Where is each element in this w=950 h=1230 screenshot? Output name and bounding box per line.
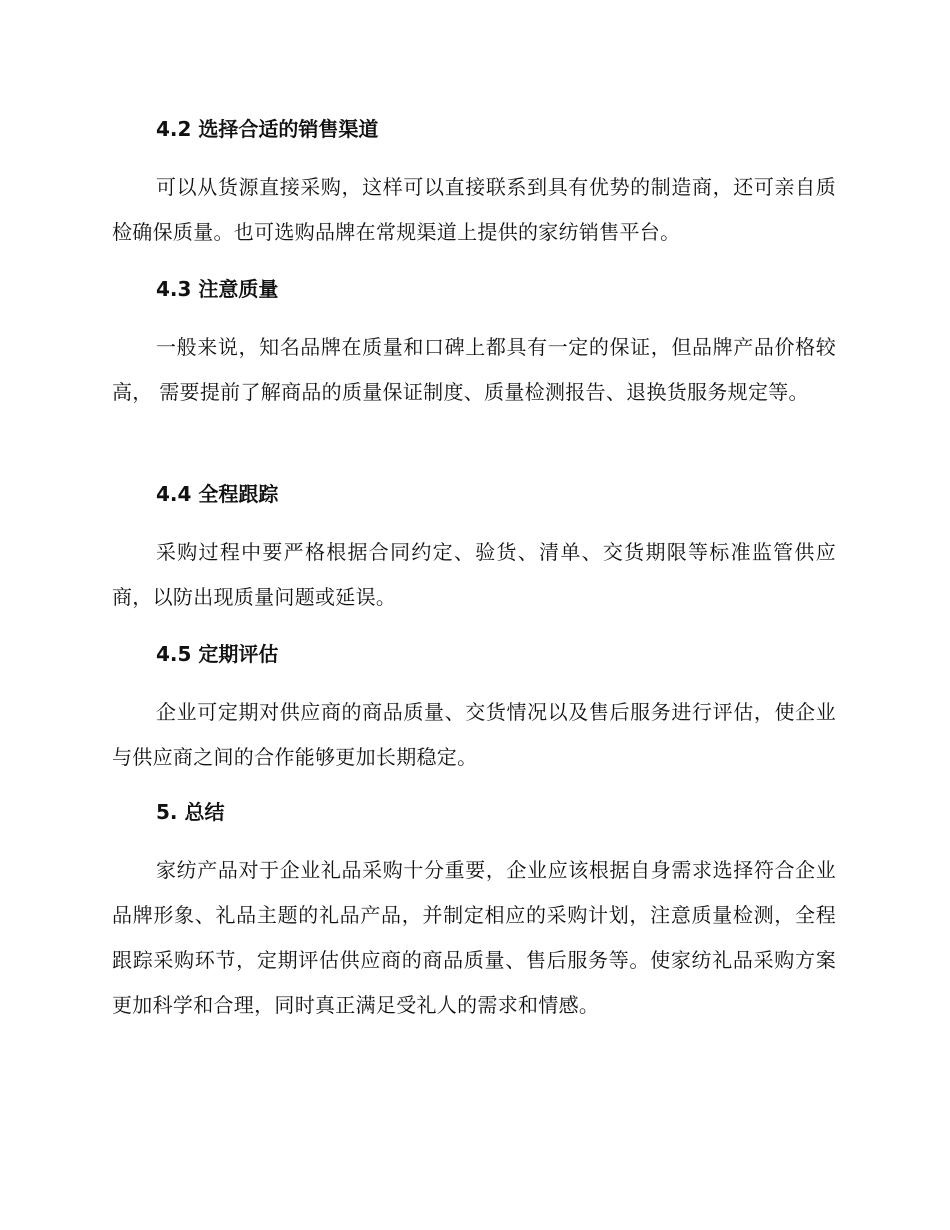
section-heading-4-4: 4.4 全程跟踪 (156, 482, 279, 506)
section-heading-4-3: 4.3 注意质量 (156, 277, 279, 301)
section-heading-4-2: 4.2 选择合适的销售渠道 (156, 117, 379, 141)
section-heading-5: 5. 总结 (156, 800, 225, 824)
section-body-4-5: 企业可定期对供应商的商品质量、交货情况以及售后服务进行评估，使企业与供应商之间的合作能够更加长期稳定。 (112, 700, 836, 769)
section-body-5: 家纺产品对于企业礼品采购十分重要，企业应该根据自身需求选择符合企业品牌形象、礼品主题的礼品产品，并制定相应的采购计划，注意质量检测，全程跟踪采购环节，定期评估供应商的商品质量、售后服务等。使家纺礼品采购方案更加科学和合理，同时真正满足受礼人的需求和情感。 (112, 858, 836, 1017)
section-body-4-3: 一般来说，知名品牌在质量和口碑上都具有一定的保证，但品牌产品价格较高， 需要提前了解商品的质量保证制度、质量检测报告、退换货服务规定等。 (112, 335, 836, 404)
section-heading-4-5: 4.5 定期评估 (156, 642, 279, 666)
section-body-4-4: 采购过程中要严格根据合同约定、验货、清单、交货期限等标准监管供应商，以防出现质量问题或延误。 (112, 540, 836, 609)
section-body-4-2: 可以从货源直接采购，这样可以直接联系到具有优势的制造商，还可亲自质检确保质量。也可选购品牌在常规渠道上提供的家纺销售平台。 (112, 175, 836, 244)
